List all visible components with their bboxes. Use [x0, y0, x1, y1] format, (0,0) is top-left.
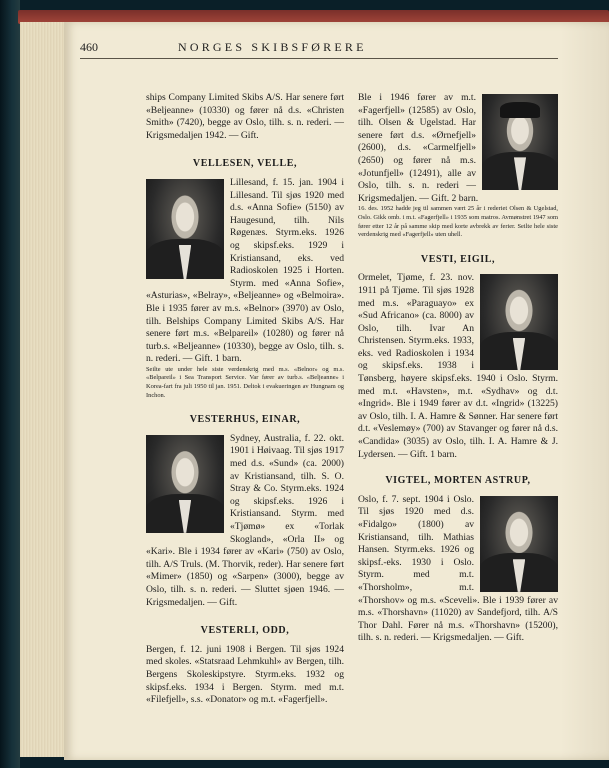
entry-bio-vigtel: Oslo, f. 7. sept. 1904 i Oslo. Til sjøs 1920 med d.s. «Fidalgo» (1800) av Kristiansand, tilh. Mathias Hansen. Styrm.eks. 1926 og skipsf.-eks. 1930 i Oslo. Styrm. med m.t. «Thorsholm», m.t. «Thorshov» og m.s. «Sceveli». Ble i 1939 fører av m.s. «Thorshavn» (11020) av Sandefjord, tilh. A/S Thor Dahl. Fører nå m.s. «Thorshavn» (15200), tilh. s. n. rederi. — Krigsmedaljen. — Gift.	[358, 493, 558, 644]
left-column	[146, 92, 344, 707]
book-spine	[0, 0, 20, 768]
portrait-photo-vesterhus	[146, 435, 224, 533]
entry-bio-vesti: Ormelet, Tjøme, f. 23. nov. 1911 på Tjøme. Til sjøs 1928 med m.s. «Paraguayo» ex «Sud Africano» (ca. 8000) av Oslo, tilh. Ivar An Christensen. Styrm.eks. 1933, eks. ved Radioskolen i 1934 og skipsf.eks. 1938 i Tønsberg, høyere skipsf.eks. 1940 i Oslo. Styrm. med m.t. «Havsten», m.t. «Sydhav» og d.t. «Ingrid». Ble i 1949 fører av d.t. «Ingrid» (13225) av Oslo, tilh. I. A. Hamre & Sønner. Har senere ført d.t. «Veslemøy» (700) av Stavanger og fører nå d.s. «Candida» (3035) av Oslo, tilh. I. A. Hamre & J. Lydersen. — Gift. 1 barn.	[358, 272, 558, 460]
page-number: 460	[80, 40, 98, 54]
entry-note-vellesen: Seilte ute under hele siste verdenskrig med m.s. «Belnor» og m.s. «Belpareil» i Sea Transport Service. Var fører av turb.s. «Beljeanne» i Korea-fart fra juli 1950 til jan. 1951. Deltok i evakueringen av Hungnam og Inchon.	[146, 365, 344, 399]
page-stack-edge	[20, 22, 68, 757]
portrait-photo-captain	[482, 94, 558, 190]
portrait-cap	[500, 102, 540, 118]
page-header	[80, 40, 475, 56]
entry-bio-vellesen: Lillesand, f. 15. jan. 1904 i Lillesand. Til sjøs 1920 med d.s. «Anna Sofie» (5150) av Haugesund, tilh. Nils Røgenæs. Styrm.eks. 1926 og skipsf.eks. 1929 i Kristiansand, eks. ved Radioskolen 1925 i Horten. Styrm. med «Anna Sofie», «Asturias», «Belray», «Beljeanne» og «Belmoira». Ble i 1935 fører av m.s. «Belnor» (3970) av Oslo, tilh. Belships Company Limited Skibs A/S. Har senere ført m.s. «Belpareil» (10280) og fører nå turb.s. «Beljeanne» (10330), begge av Oslo, tilh. s. n. rederi. — Gift. 1 barn.	[146, 176, 344, 365]
portrait-photo-vellesen	[146, 179, 224, 279]
entry-heading-vesti: VESTI, EIGIL,	[420, 253, 496, 265]
portrait-photo-vigtel	[480, 496, 558, 592]
continuation-text-right: Ble i 1946 fører av m.t. «Fagerfjell» (12585) av Oslo, tilh. Olsen & Ugelstad. Har senere ført d.s. «Ørnefjell» (2600), d.s. «Carmelfjell» (2650) og fører nå m.s. «Jotunfjell» (12491), alle av Oslo, tilh. s. n. rederi — Krigsmedaljen. — Gift. 2 barn.	[358, 92, 479, 204]
header-rule	[80, 58, 558, 59]
continuation-text: ships Company Limited Skibs A/S. Har senere ført «Beljeanne» (10330) og fører nå d.s. «Christen Smith» (7420), begge av Oslo, tilh. s. n. rederi. — Krigsmedaljen 1942. — Gift.	[146, 92, 344, 141]
entry-heading-vigtel: VIGTEL, MORTEN ASTRUP,	[385, 475, 531, 487]
entry-heading-vellesen: VELLESEN, VELLE,	[192, 158, 298, 170]
entry-bio-vesterhus: Sydney, Australia, f. 22. okt. 1901 i Høivaag. Til sjøs 1917 med d.s. «Sund» (ca. 2000) av Kristiansand, tilh. S. O. Stray & Co. Styrm.eks. 1924 og skipsf.eks. 1926 i Kristiansand. Styrm. med «Tjømø» ex «Torlak Skogland», «Orla II» og «Kari». Ble i 1934 fører av «Kari» (750) av Oslo, tilh. A/S Truls. (M. Thorvik, reder). Har senere ført «Mimer» (1850) og «Sarpen» (3000), begge av Oslo, tilh. s. n. rederi. — Sluttet sjøen 1946. — Krigsmedaljen. — Gift.	[146, 432, 344, 608]
entry-heading-vesterhus: VESTERHUS, EINAR,	[189, 414, 301, 426]
portrait-photo-vesti	[480, 274, 558, 370]
entry-heading-vesterli: VESTERLI, ODD,	[200, 625, 290, 637]
page-title: NORGES SKIBSFØRERE	[178, 40, 367, 54]
entry-bio-vesterli: Bergen, f. 12. juni 1908 i Bergen. Til sjøs 1924 med skoles. «Statsraad Lehmkuhl» av Bergen, tilh. Bergens Skoleskipstyre. Styrm.eks. 1932 og skipsf.eks. 1934 i Bergen. Styrm. med m.t. «Filefjell», s.s. «Donator» og m.t. «Fagerfjell».	[146, 643, 344, 706]
right-column	[358, 92, 558, 645]
page-shading	[560, 22, 609, 760]
continuation-note-right: 16. des. 1952 hadde jeg til sammen vært 25 år i rederiet Olsen & Ugelstad, Oslo. Gikk omb. i m.t. «Fagerfjell» i 1935 som matros. Avmønstret 1947 som fører etter 12 år på samme skip med korte avbrekk av ferier. Seilte hele siste verdenskrig med «Fagerfjell» uten uhell.	[358, 205, 558, 239]
